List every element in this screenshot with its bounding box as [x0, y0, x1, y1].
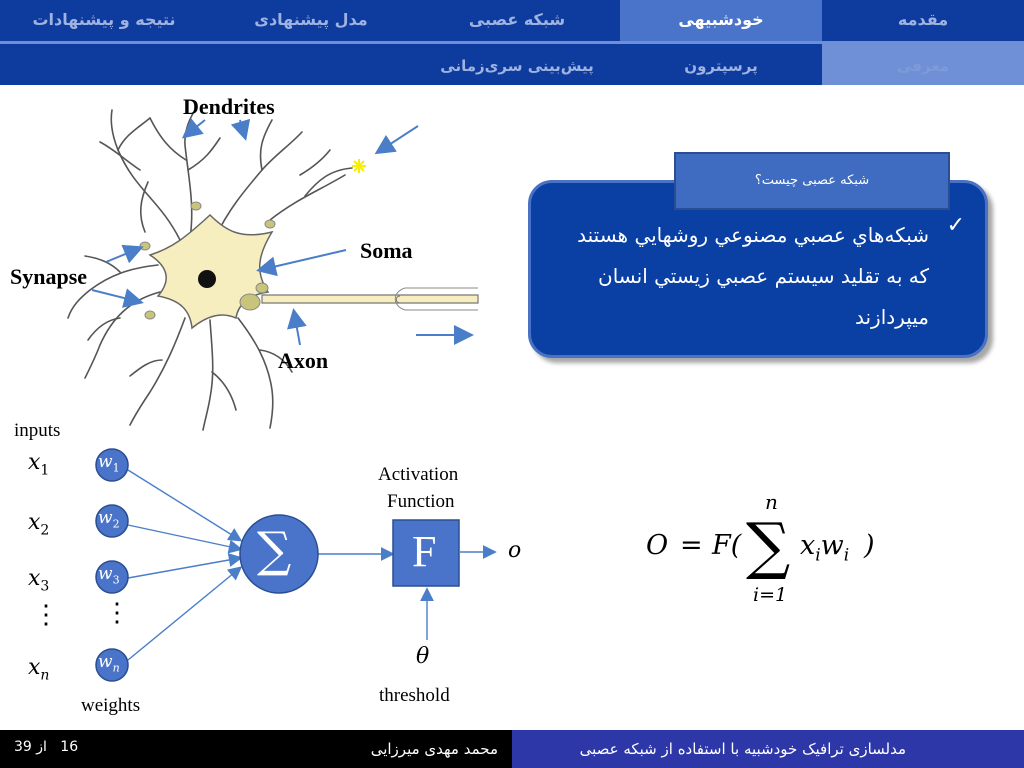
formula-sigma: ∑ — [746, 509, 791, 582]
footer-left — [0, 730, 512, 768]
definition-title: شبکه عصبی چیست؟ — [674, 152, 950, 210]
formula-lhs: O — [646, 530, 669, 561]
synapse-label: Synapse — [10, 264, 88, 289]
output-formula — [640, 490, 900, 610]
weight-dots: ⋮ — [104, 598, 130, 627]
nav-tab-intro[interactable]: مقدمه — [897, 10, 949, 29]
footer-right — [512, 730, 1024, 768]
soma-label: Soma — [360, 238, 413, 263]
axon-label: Axon — [278, 348, 329, 373]
activation-label-1: Activation — [378, 464, 459, 485]
input-x1: $x_1$ — [28, 450, 50, 479]
neuron-illustration — [0, 86, 520, 436]
author-name: محمد مهدی میرزایی — [370, 740, 498, 758]
nav-tab-neural-network[interactable]: شبکه عصبی — [468, 10, 566, 29]
nav-tab-proposed-model[interactable]: مدل پیشنهادی — [254, 10, 368, 29]
dendrites-label: Dendrites — [183, 94, 275, 119]
activation-label-2: Function — [387, 491, 455, 512]
nav-tab-results[interactable]: نتیجه و پیشنهادات — [32, 10, 176, 29]
input-x3: $x_3$ — [28, 566, 50, 595]
footer — [0, 730, 1024, 768]
subnav-tab-introduction[interactable]: معرفی — [822, 44, 1024, 85]
threshold-label: threshold — [379, 685, 450, 706]
sum-symbol: ∑ — [257, 522, 292, 578]
input-dots: ⋮ — [33, 600, 59, 629]
sub-nav — [0, 44, 1024, 85]
inputs-label: inputs — [14, 420, 61, 441]
weights-label: weights — [81, 695, 141, 716]
subnav-tab-perceptron[interactable]: پرسپترون — [684, 57, 758, 75]
theta-symbol: θ — [416, 644, 430, 669]
output-symbol: o — [508, 538, 522, 563]
weight-wn: $w_n$ — [98, 652, 120, 675]
formula-equals: = — [680, 530, 703, 561]
checkmark-icon: ✓ — [946, 213, 965, 238]
function-symbol: F — [412, 527, 437, 576]
formula-term: $x_iw_i$ — [800, 530, 850, 566]
weight-w1: $w_1$ — [98, 452, 120, 475]
perceptron-diagram — [0, 440, 540, 730]
formula-function: F( — [712, 530, 742, 561]
input-x2: $x_2$ — [28, 510, 50, 539]
main-nav — [0, 0, 1024, 41]
subnav-tab-time-series[interactable]: پیش‌بینی سری‌زمانی — [440, 57, 594, 75]
weight-w3: $w_3$ — [98, 564, 120, 587]
presentation-title: مدلسازی ترافیک خودشبیه با استفاده از شبکه عصبی — [579, 740, 906, 758]
page-counter: 16 از 39 — [14, 739, 79, 755]
formula-upper-limit: n — [765, 490, 778, 514]
weight-w2: $w_2$ — [98, 508, 120, 531]
formula-close: ) — [864, 530, 875, 561]
input-xn: $x_n$ — [28, 655, 50, 684]
formula-lower-limit: i=1 — [753, 584, 788, 606]
definition-text: شبكه‌هاي عصبي مصنوعي روشهايي هستند كه به تقليد سيستم عصبي زيستي انسان ميپردازند — [577, 223, 929, 329]
nav-tab-self-similarity[interactable]: خودشبیهی — [620, 0, 822, 41]
